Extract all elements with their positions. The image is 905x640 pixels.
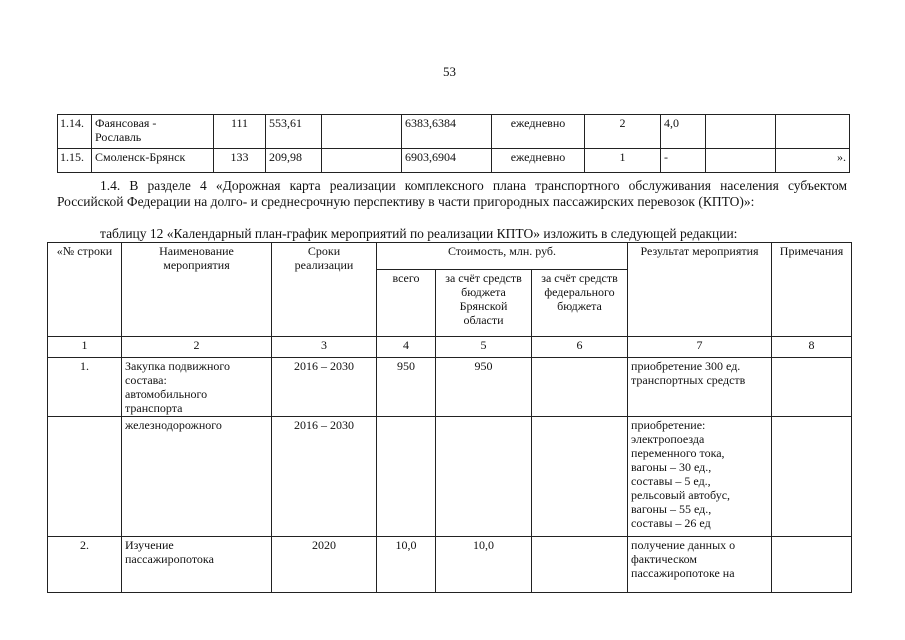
header-cost-federal: за счёт средств федерального бюджета — [532, 270, 628, 337]
cell-regional: 950 — [436, 358, 532, 417]
cell-regional: 10,0 — [436, 537, 532, 593]
cell-regional — [436, 417, 532, 537]
column-number: 2 — [122, 337, 272, 358]
cell-result: приобретение 300 ед. транспортных средств — [628, 358, 772, 417]
header-cost-regional: за счёт средств бюджета Брянской области — [436, 270, 532, 337]
table-cell: 111 — [214, 115, 266, 149]
table-cell — [776, 115, 850, 149]
table-cell — [322, 115, 402, 149]
table-cell: Смоленск-Брянск — [92, 149, 214, 173]
column-number: 4 — [377, 337, 436, 358]
table-cell: ». — [776, 149, 850, 173]
table-cell: 2 — [585, 115, 661, 149]
table-cell: 4,0 — [661, 115, 706, 149]
table-cell: 1 — [585, 149, 661, 173]
table-cell: 209,98 — [266, 149, 322, 173]
table-cell: ежедневно — [492, 149, 585, 173]
table-intro-paragraph: таблицу 12 «Календарный план-график мероприятий по реализации КПТО» изложить в следующей редакции: — [100, 226, 738, 241]
column-number: 1 — [48, 337, 122, 358]
kpto-calendar-table — [47, 242, 852, 593]
table-row — [58, 149, 850, 173]
table-row — [58, 115, 850, 149]
table-cell: 1.14. — [58, 115, 92, 149]
table-row — [48, 537, 852, 593]
cell-terms: 2016 – 2030 — [272, 358, 377, 417]
header-notes: Примечания — [772, 243, 852, 337]
cell-notes — [772, 537, 852, 593]
header-name: Наименование мероприятия — [122, 243, 272, 337]
cell-result: приобретение: электропоезда переменного тока, вагоны – 30 ед., составы – 5 ед., рельсовый автобус, вагоны – 55 ед., составы – 26 ед — [628, 417, 772, 537]
cell-total: 950 — [377, 358, 436, 417]
header-cost-total: всего — [377, 270, 436, 337]
cell-notes — [772, 358, 852, 417]
cell-federal — [532, 537, 628, 593]
cell-terms: 2016 – 2030 — [272, 417, 377, 537]
cell-name: железнодорожного — [122, 417, 272, 537]
header-cost: Стоимость, млн. руб. — [377, 243, 628, 270]
column-number: 8 — [772, 337, 852, 358]
column-number: 7 — [628, 337, 772, 358]
cell-num: 2. — [48, 537, 122, 593]
cell-terms: 2020 — [272, 537, 377, 593]
table-cell — [322, 149, 402, 173]
cell-total: 10,0 — [377, 537, 436, 593]
table-cell: - — [661, 149, 706, 173]
header-terms: Сроки реализации — [272, 243, 377, 337]
cell-result: получение данных о фактическом пассажиропотоке на — [628, 537, 772, 593]
table-cell — [706, 149, 776, 173]
table-cell: 6903,6904 — [402, 149, 492, 173]
table-row — [48, 358, 852, 417]
cell-federal — [532, 358, 628, 417]
cell-notes — [772, 417, 852, 537]
schedule-table-continuation — [57, 114, 850, 173]
cell-name: Закупка подвижного состава: автомобильного транспорта — [122, 358, 272, 417]
cell-total — [377, 417, 436, 537]
cell-num — [48, 417, 122, 537]
column-number: 5 — [436, 337, 532, 358]
cell-federal — [532, 417, 628, 537]
table-cell: Фаянсовая - Рославль — [92, 115, 214, 149]
table-cell — [706, 115, 776, 149]
column-number: 3 — [272, 337, 377, 358]
table-cell: 6383,6384 — [402, 115, 492, 149]
cell-name: Изучение пассажиропотока — [122, 537, 272, 593]
table-row — [48, 417, 852, 537]
page-number: 53 — [443, 64, 456, 79]
table-cell: 133 — [214, 149, 266, 173]
header-row-number: «№ строки — [48, 243, 122, 337]
header-result: Результат мероприятия — [628, 243, 772, 337]
cell-num: 1. — [48, 358, 122, 417]
table-cell: ежедневно — [492, 115, 585, 149]
table-cell: 553,61 — [266, 115, 322, 149]
section-paragraph: 1.4. В разделе 4 «Дорожная карта реализации комплексного плана транспортного обслуживания населения субъектом Российской Федерации на долго- и среднесрочную перспективу в части пригородных пассажирских перевозок (КПТО)»: — [57, 178, 847, 209]
table-cell: 1.15. — [58, 149, 92, 173]
column-number: 6 — [532, 337, 628, 358]
